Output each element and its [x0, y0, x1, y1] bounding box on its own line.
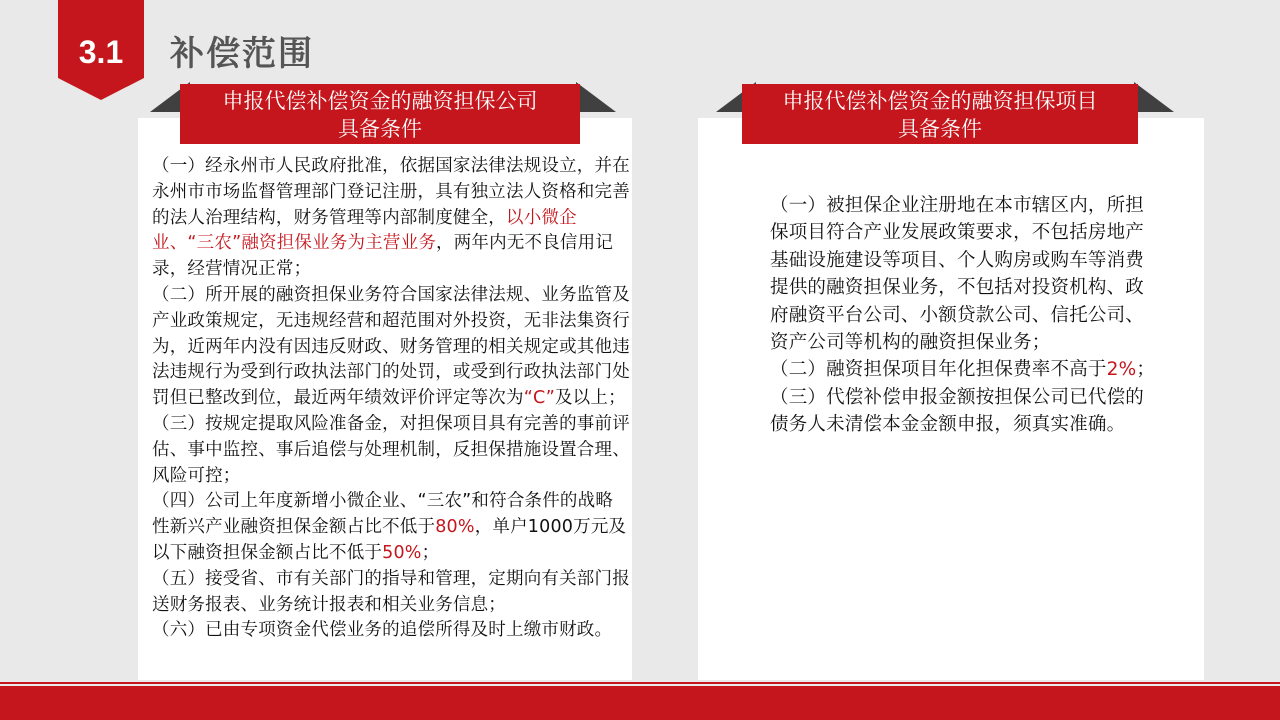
condition-highlight: 以小微企业、“三农”融资担保业务为主营业务	[152, 207, 577, 254]
right-heading-line2: 具备条件	[898, 117, 982, 141]
left-panel-heading	[180, 84, 580, 144]
condition-item	[152, 154, 630, 283]
ribbon-fold-right	[576, 82, 616, 112]
condition-text: ；	[1136, 359, 1156, 381]
condition-text: （二）所开展的融资担保业务符合国家法律法规、业务监管及产业政策规定，无违规经营和超范围对外投资，无非法集资行为，近两年内没有因违反财政、财务管理的相关规定或其他违法违规行为受到行政执法部门的处罚，或受到行政执法部门处罚但已整改到位，最近两年绩效评价评定等次为	[152, 284, 630, 409]
right-panel-body	[770, 192, 1162, 439]
condition-text: 及以上；	[554, 388, 626, 409]
condition-text: （一）经永州市人民政府批准，依据国家法律法规设立，并在永州市市场监督管理部门登记注册，具有独立法人资格和完善的法人治理结构，财务管理等内部制度健全，	[152, 156, 630, 228]
condition-item	[770, 356, 1162, 383]
ribbon-fold-right	[1134, 82, 1174, 112]
condition-highlight: “C”	[523, 388, 555, 409]
left-heading-line1: 申报代偿补偿资金的融资担保公司	[222, 89, 538, 113]
condition-text: ；	[421, 542, 440, 563]
condition-text: ，单户1000万元及以下融资担保金额占比不低于	[152, 517, 627, 563]
condition-text: ，两年内无不良信用记录，经营情况正常；	[152, 233, 614, 280]
condition-highlight: 2%	[1106, 359, 1137, 381]
condition-item: （一）被担保企业注册地在本市辖区内，所担保项目符合产业发展政策要求，不包括房地产基础设施建设等项目、个人购房或购车等消费提供的融资担保业务，不包括对投资机构、政府融资平台公司、小额贷款公司、信托公司、资产公司等机构的融资担保业务；	[770, 195, 1145, 354]
left-heading-line2: 具备条件	[338, 117, 422, 141]
condition-item	[152, 489, 630, 566]
right-heading-line1: 申报代偿补偿资金的融资担保项目	[782, 89, 1098, 113]
condition-item: （三）按规定提取风险准备金，对担保项目具有完善的事前评估、事中监控、事后追偿与处理机制，反担保措施设置合理、风险可控；	[152, 413, 630, 486]
condition-item: （六）已由专项资金代偿业务的追偿所得及时上缴市财政。	[152, 620, 613, 641]
condition-highlight: 50%	[382, 542, 422, 563]
right-panel-heading	[742, 84, 1138, 144]
bottom-divider	[0, 682, 1280, 684]
left-panel-body	[152, 154, 630, 644]
section-number: 3.1	[78, 34, 124, 70]
bottom-bar	[0, 686, 1280, 720]
condition-item: （三）代偿补偿申报金额按担保公司已代偿的债务人未清偿本金金额申报，须真实准确。	[770, 386, 1145, 436]
condition-highlight: 80%	[435, 517, 475, 538]
condition-text: （四）公司上年度新增小微企业、“三农”和符合条件的战略性新兴产业融资担保金额占比不低于	[152, 491, 614, 538]
condition-item: （五）接受省、市有关部门的指导和管理，定期向有关部门报送财务报表、业务统计报表和相关业务信息；	[152, 568, 630, 615]
page-title: 补偿范围	[170, 34, 314, 74]
condition-item	[152, 283, 630, 412]
condition-text: （二）融资担保项目年化担保费率不高于	[770, 359, 1107, 381]
